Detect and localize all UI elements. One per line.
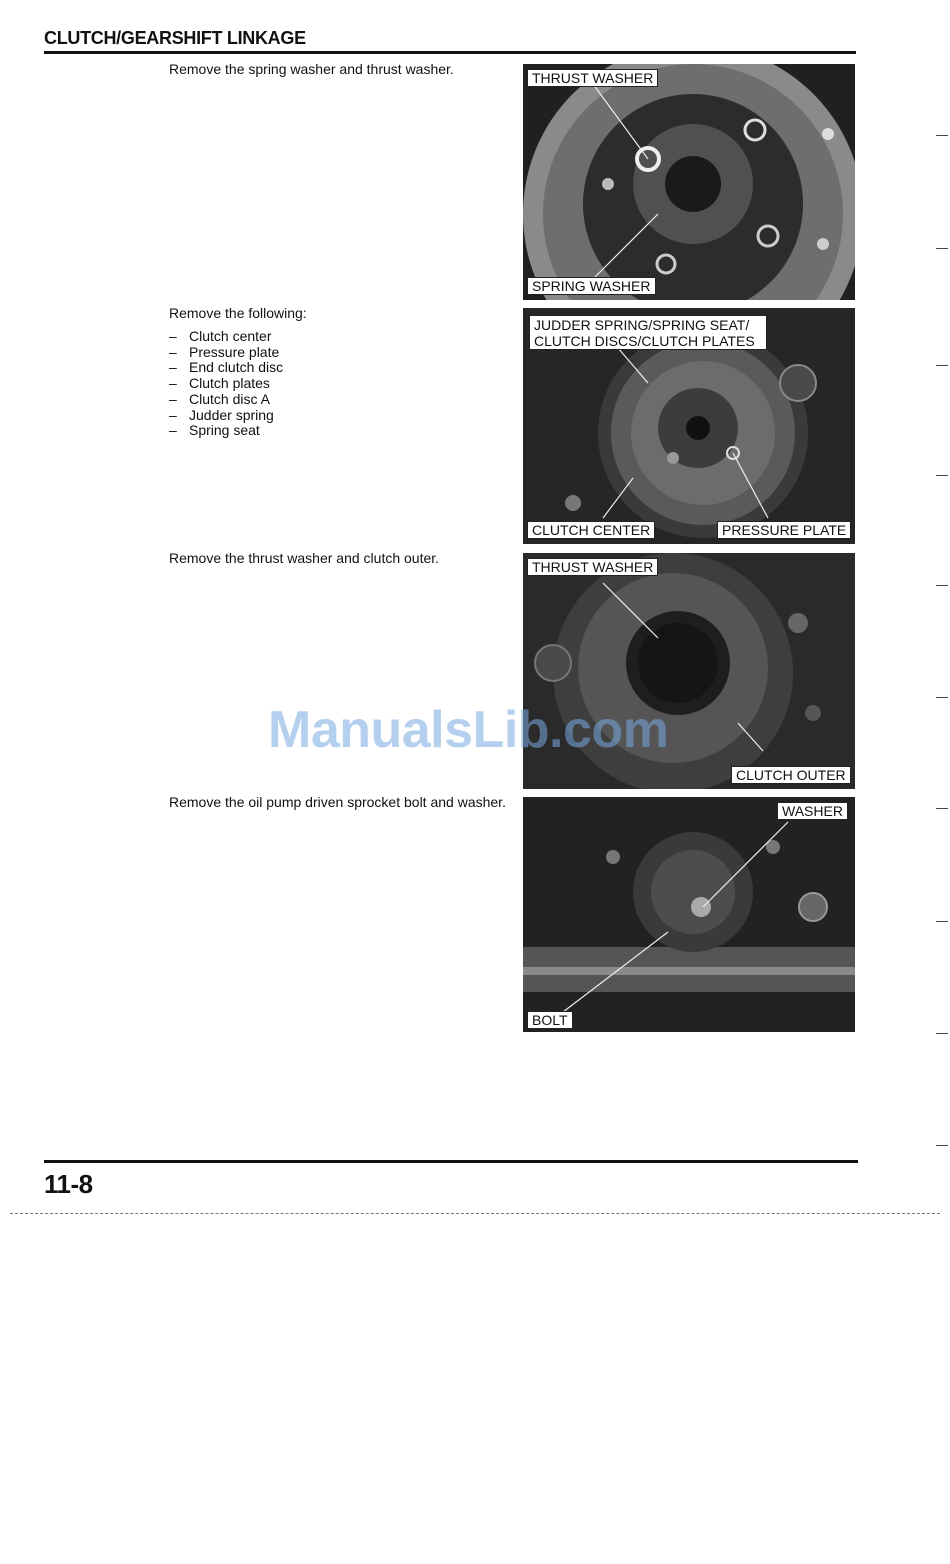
margin-mark [936,585,948,586]
page-header [44,28,856,54]
clutch-hub-illustration [523,64,855,300]
list-item: – Clutch plates [169,376,514,392]
list-item: – Spring seat [169,423,514,439]
photo-clutch-assembly [523,308,855,544]
step-1-instruction: Remove the spring washer and thrust washer. [169,61,454,77]
margin-mark [936,808,948,809]
callout-pressure-plate: PRESSURE PLATE [717,521,851,539]
callout-washer: WASHER [777,802,848,820]
margin-mark [936,1145,948,1146]
margin-mark [936,1033,948,1034]
list-item: – Pressure plate [169,345,514,361]
list-item: – Judder spring [169,408,514,424]
step-2-intro: Remove the following: [169,305,307,321]
margin-mark [936,475,948,476]
callout-clutch-outer: CLUTCH OUTER [731,766,851,784]
photo-thrust-spring-washer [523,64,855,300]
callout-thrust-washer: THRUST WASHER [527,558,658,576]
removal-list [169,329,514,439]
watermark: ManualsLib.com [268,701,669,759]
page-footer [44,1160,858,1200]
section-title: CLUTCH/GEARSHIFT LINKAGE [44,28,306,48]
step-4-instruction: Remove the oil pump driven sprocket bolt and washer. [169,794,506,810]
margin-mark [936,697,948,698]
photo-oil-pump-sprocket [523,797,855,1032]
oil-pump-sprocket-illustration [523,797,855,1032]
page-number: 11-8 [44,1169,93,1199]
margin-mark [936,921,948,922]
list-item: – Clutch center [169,329,514,345]
margin-mark [936,248,948,249]
callout-thrust-washer: THRUST WASHER [527,69,658,87]
list-item: – End clutch disc [169,360,514,376]
callout-spring-washer: SPRING WASHER [527,277,656,295]
bottom-rule [10,1213,940,1214]
callout-judder-spring-clutch-discs: JUDDER SPRING/SPRING SEAT/ CLUTCH DISCS/CLUTCH PLATES [529,315,767,350]
step-2-instruction [169,305,514,439]
callout-clutch-center: CLUTCH CENTER [527,521,655,539]
margin-mark [936,135,948,136]
callout-bolt: BOLT [527,1011,573,1029]
margin-mark [936,365,948,366]
list-item: – Clutch disc A [169,392,514,408]
step-3-instruction: Remove the thrust washer and clutch outer. [169,550,440,566]
